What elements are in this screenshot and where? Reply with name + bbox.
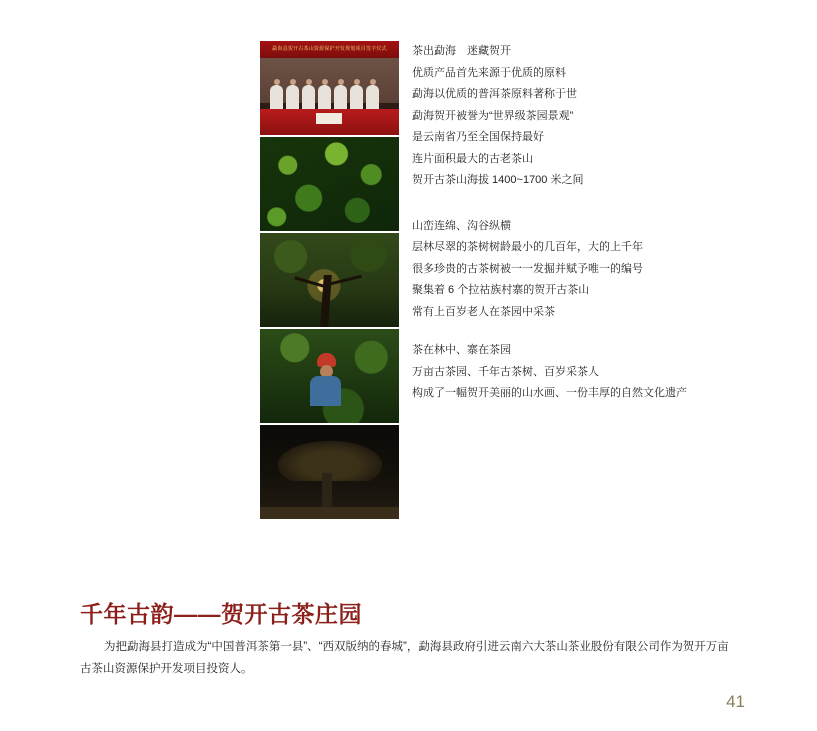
text-line: 勐海贺开被誉为“世界级茶园景观” [412, 109, 574, 122]
text-line: 万亩古茶园、千年古茶树、百岁采茶人 [412, 365, 599, 378]
body-paragraph-block [80, 636, 740, 680]
paragraph-2 [412, 216, 792, 324]
banner-text: 勐海县贺开古茶山资源保护开发规划项目签字仪式 [260, 41, 399, 58]
text-line: 茶出勐海 迷藏贺开 [412, 45, 511, 57]
tree-trunk [322, 473, 332, 511]
ground [260, 507, 399, 519]
section-heading: 千年古韵——贺开古茶庄园 [80, 601, 362, 627]
red-table [260, 109, 399, 135]
signing-ceremony-photo [260, 41, 399, 135]
text-line: 构成了一幅贺开美丽的山水画、一份丰厚的自然文化遗产 [412, 387, 687, 399]
text-line: 聚集着 6 个拉祜族村寨的贺开古茶山 [412, 284, 590, 296]
text-line: 优质产品首先来源于优质的原料 [412, 66, 566, 79]
text-line: 是云南省乃至全国保持最好 [412, 131, 544, 143]
picker-body [310, 376, 341, 406]
text-line: 山峦连绵、沟谷纵横 [412, 219, 511, 232]
leaf-foliage [260, 137, 399, 231]
text-line: 茶在林中、寨在茶园 [412, 344, 511, 356]
text-line: 勐海以优质的普洱茶原料著称于世 [412, 88, 577, 100]
poem-text-column [412, 41, 792, 422]
text-line: 连片面积最大的古老茶山 [412, 152, 533, 165]
night-ancient-tea-tree-photo [260, 425, 399, 519]
page-number: 41 [726, 692, 745, 711]
body-paragraph: 为把勐海县打造成为“中国普洱茶第一县”、“西双版纳的春城”，勐海县政府引进云南六大茶山茶业股份有限公司作为贺开万亩古茶山资源保护开发项目投资人。 [80, 641, 729, 675]
tea-picker-photo [260, 329, 399, 423]
paragraph-1 [412, 41, 792, 192]
text-line: 常有上百岁老人在茶园中采茶 [412, 305, 555, 318]
people-group [260, 81, 399, 111]
tea-leaves-photo [260, 137, 399, 231]
paragraph-3 [412, 340, 792, 405]
ancient-tea-tree-sunlight-photo [260, 233, 399, 327]
photo-column [260, 41, 399, 521]
text-line: 层林尽翠的茶树树龄最小的几百年，大的上千年 [412, 241, 643, 253]
text-line: 很多珍贵的古茶树被一一发掘并赋予唯一的编号 [412, 262, 643, 275]
text-line: 贺开古茶山海拔 1400~1700 米之间 [412, 174, 584, 186]
